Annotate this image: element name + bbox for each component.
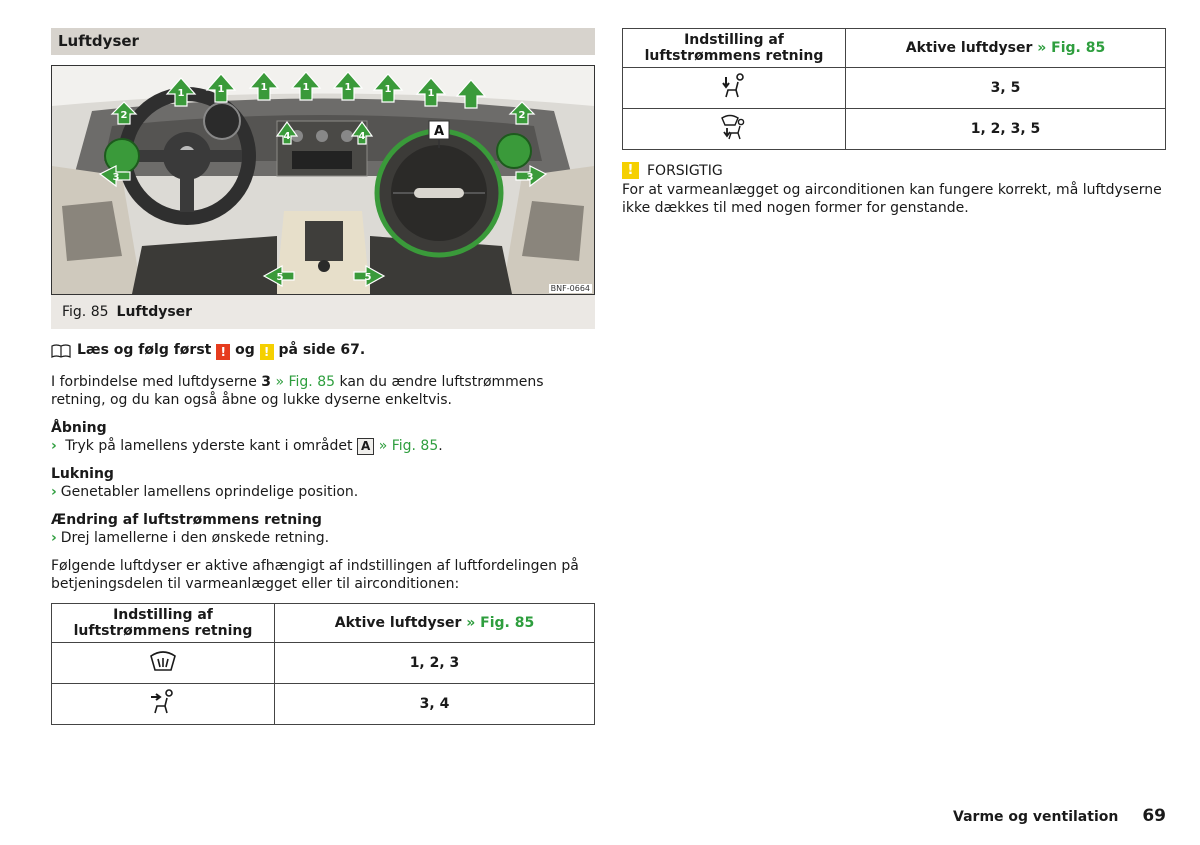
col-header-active (846, 29, 1166, 68)
page-footer (953, 806, 1166, 826)
book-icon (51, 344, 71, 358)
opening-heading: Åbning (51, 420, 107, 436)
closing-heading: Lukning (51, 466, 114, 482)
right-column (622, 28, 1166, 217)
vent-table-right (622, 28, 1166, 150)
caution-title: FORSIGTIG (647, 162, 723, 179)
fig-link[interactable]: » Fig. 85 (275, 374, 336, 390)
left-column (51, 28, 595, 725)
intro-paragraph (51, 373, 595, 409)
figure-caption (51, 295, 595, 329)
fig-link[interactable]: » Fig. 85 (466, 615, 535, 631)
caution-box (622, 162, 1166, 217)
intro-text: I forbindelse med luftdyserne (51, 374, 257, 390)
page-number: 69 (1142, 806, 1166, 826)
opening-step-end: . (438, 438, 443, 454)
read-first-text: Læs og følg først (77, 342, 212, 358)
windshield-defrost-icon (52, 643, 275, 684)
table-row (623, 109, 1166, 150)
col-header-active-text: Aktive luftdyser (334, 615, 462, 631)
active-vents-value: 3, 5 (846, 68, 1166, 109)
area-a-badge: A (357, 438, 374, 455)
col-header-active (275, 604, 595, 643)
table-row (623, 68, 1166, 109)
read-first-note (51, 341, 595, 360)
direction-step: › Drej lamellerne i den ønskede retning. (51, 529, 595, 547)
active-vents-value: 3, 4 (275, 684, 595, 725)
warning-red-icon: ! (216, 344, 230, 360)
airflow-feet-icon (623, 68, 846, 109)
active-vents-value: 1, 2, 3, 5 (846, 109, 1166, 150)
dashboard-illustration (52, 66, 594, 294)
opening-step-text: Tryk på lamellens yderste kant i området (65, 438, 353, 454)
table-row (52, 684, 595, 725)
read-first-page: på side 67. (278, 342, 366, 358)
figure-title: Luftdyser (116, 304, 193, 320)
col-header-setting: Indstilling af luftstrømmens retning (52, 604, 275, 643)
vent-number-label: 4 (358, 131, 366, 142)
caution-icon: ! (622, 162, 639, 179)
intro-vent-number: 3 (261, 374, 272, 390)
vent-number-label: 3 (112, 172, 120, 183)
direction-heading: Ændring af luftstrømmens retning (51, 512, 322, 528)
caution-heading (622, 162, 1166, 179)
vent-number-label: 5 (276, 272, 284, 283)
col-header-active-text: Aktive luftdyser (905, 40, 1033, 56)
vent-number-label: 2 (120, 110, 128, 121)
vent-number-label: 1 (427, 88, 435, 99)
fig-link[interactable]: » Fig. 85 (1037, 40, 1106, 56)
vent-number-label: 1 (384, 84, 392, 95)
intro-text-2: kan du ændre luftstrømmens retning, og du kan også åbne og lukke dyserne enkeltvis. (51, 374, 544, 408)
vent-number-label: 2 (518, 110, 526, 121)
vent-number-label: 1 (217, 84, 225, 95)
vent-number-label: 1 (344, 82, 352, 93)
figure-number: Fig. 85 (62, 304, 109, 320)
vent-number-label: 4 (283, 131, 291, 142)
vent-number-label: 1 (177, 88, 185, 99)
vent-table-left (51, 603, 595, 725)
section-title: Luftdyser (51, 28, 595, 55)
caution-yellow-icon: ! (260, 344, 274, 360)
figure-air-vents (51, 65, 595, 295)
airflow-upper-body-icon (52, 684, 275, 725)
closing-step: › Genetabler lamellens oprindelige position. (51, 483, 595, 501)
figure-code: BNF-0664 (550, 284, 590, 293)
vent-number-label: 3 (526, 172, 534, 183)
vent-number-label: 1 (260, 82, 268, 93)
vent-number-label: 1 (302, 82, 310, 93)
col-header-setting: Indstilling af luftstrømmens retning (623, 29, 846, 68)
following-paragraph: Følgende luftdyser er aktive afhængigt af indstillingen af luftfordelingen på betjeningsdelen til varmeanlægget eller til airconditionen: (51, 558, 579, 592)
caution-text: For at varmeanlægget og airconditionen kan fungere korrekt, må luftdyserne ikke dækkes til med nogen former for genstande. (622, 182, 1162, 216)
vent-number-label: 5 (364, 272, 372, 283)
fig-link[interactable]: » Fig. 85 (378, 438, 439, 454)
airflow-defrost-feet-icon (623, 109, 846, 150)
table-row (52, 643, 595, 684)
opening-step (51, 437, 595, 455)
area-label-a: A (433, 124, 445, 139)
read-first-and: og (235, 342, 255, 358)
active-vents-value: 1, 2, 3 (275, 643, 595, 684)
chapter-title: Varme og ventilation (953, 809, 1119, 825)
